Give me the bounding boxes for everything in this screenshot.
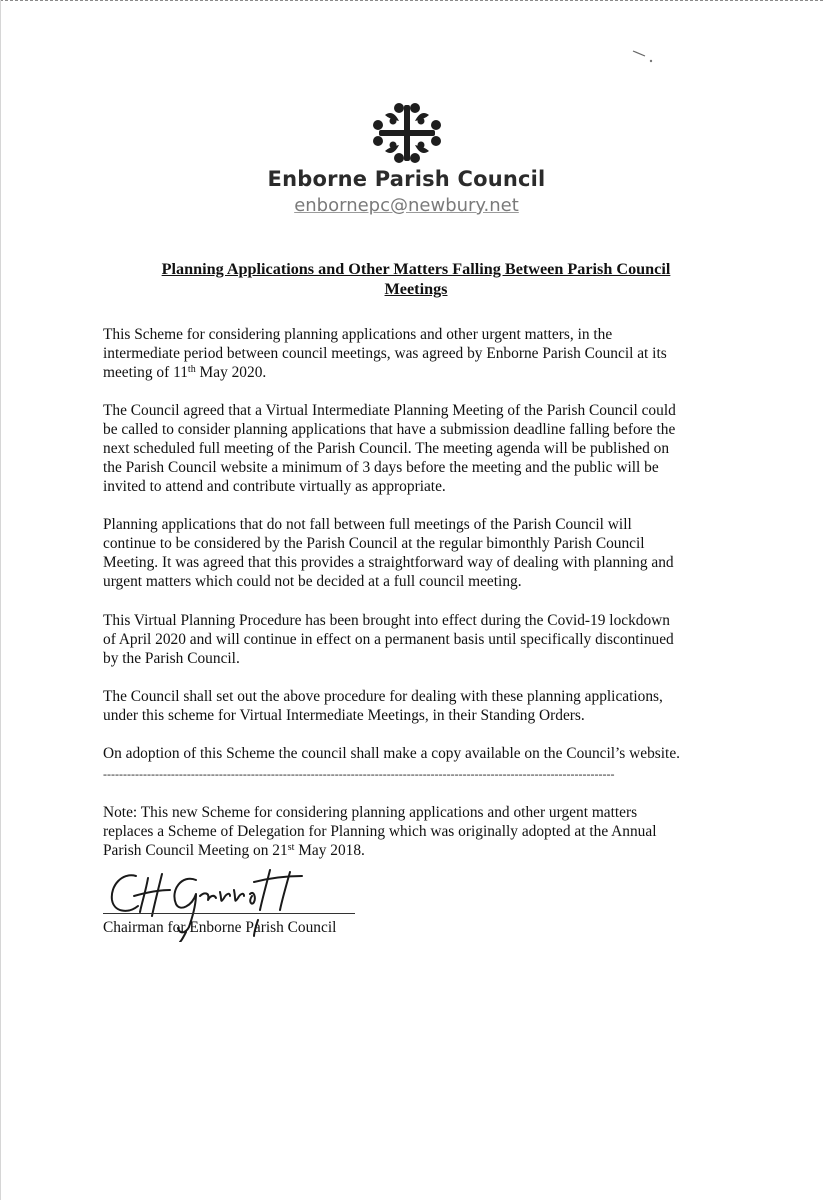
paragraph-line: next scheduled full meeting of the Parish Council. The meeting agenda will be published on bbox=[103, 440, 670, 458]
paragraph-line: Meeting. It was agreed that this provides a straightforward way of dealing with planning and bbox=[103, 554, 674, 572]
paragraph-line: of April 2020 and will continue in effect on a permanent basis until specifically discontinued bbox=[103, 631, 674, 649]
paragraph-standing-orders bbox=[103, 687, 733, 725]
paragraph-line: invited to attend and contribute virtually as appropriate. bbox=[103, 478, 446, 496]
note-paragraph bbox=[103, 803, 733, 860]
paragraph-scheme-agreed bbox=[103, 325, 733, 382]
document-title bbox=[96, 259, 736, 299]
paragraph-adoption bbox=[103, 744, 733, 763]
paragraph-line: the Parish Council website a minimum of 3 days before the meeting and the public will be bbox=[103, 459, 659, 477]
paragraph-line: The Council shall set out the above procedure for dealing with these planning applications, bbox=[103, 688, 663, 705]
paragraph-line: This Scheme for considering planning applications and other urgent matters, in the bbox=[103, 326, 613, 343]
council-logo-icon bbox=[371, 101, 443, 165]
dashed-divider: -------------------------------------------------------------------------------------------------------------------------------- bbox=[103, 767, 615, 781]
paragraph-virtual-meeting bbox=[103, 401, 733, 496]
scan-edge-top bbox=[0, 0, 823, 1]
signature-line bbox=[103, 913, 355, 914]
paragraph-line: meeting of 11th May 2020. bbox=[103, 364, 267, 382]
scan-speck-mark bbox=[631, 48, 657, 64]
paragraph-line: On adoption of this Scheme the council shall make a copy available on the Council’s website. bbox=[103, 745, 681, 762]
paragraph-line: Note: This new Scheme for considering planning applications and other urgent matters bbox=[103, 804, 638, 821]
council-name-heading: Enborne Parish Council bbox=[267, 167, 546, 191]
paragraph-line: continue to be considered by the Parish Council at the regular bimonthly Parish Council bbox=[103, 535, 645, 553]
paragraph-line: urgent matters which could not be decided at a full council meeting. bbox=[103, 573, 522, 591]
paragraph-line: replaces a Scheme of Delegation for Planning which was originally adopted at the Annual bbox=[103, 823, 657, 841]
paragraph-line: The Council agreed that a Virtual Intermediate Planning Meeting of the Parish Council could bbox=[103, 402, 676, 419]
paragraph-line: intermediate period between council meetings, was agreed by Enborne Parish Council at its bbox=[103, 345, 667, 363]
paragraph-line: by the Parish Council. bbox=[103, 650, 240, 668]
signature-caption: Chairman for Enborne Parish Council bbox=[103, 919, 337, 936]
paragraph-line: be called to consider planning applications that have a submission deadline falling before the bbox=[103, 421, 676, 439]
document-title-line-1: Planning Applications and Other Matters Falling Between Parish Council bbox=[161, 260, 671, 278]
paragraph-covid-procedure bbox=[103, 611, 733, 668]
document-title-line-2: Meetings bbox=[384, 280, 448, 298]
paragraph-line: Planning applications that do not fall between full meetings of the Parish Council will bbox=[103, 516, 632, 533]
paragraph-line: This Virtual Planning Procedure has been brought into effect during the Covid-19 lockdown bbox=[103, 612, 670, 629]
paragraph-line: under this scheme for Virtual Intermediate Meetings, in their Standing Orders. bbox=[103, 707, 585, 725]
paragraph-regular-meetings bbox=[103, 515, 733, 591]
council-email-link[interactable]: enbornepc@newbury.net bbox=[294, 195, 519, 216]
paragraph-line: Parish Council Meeting on 21st May 2018. bbox=[103, 842, 365, 860]
